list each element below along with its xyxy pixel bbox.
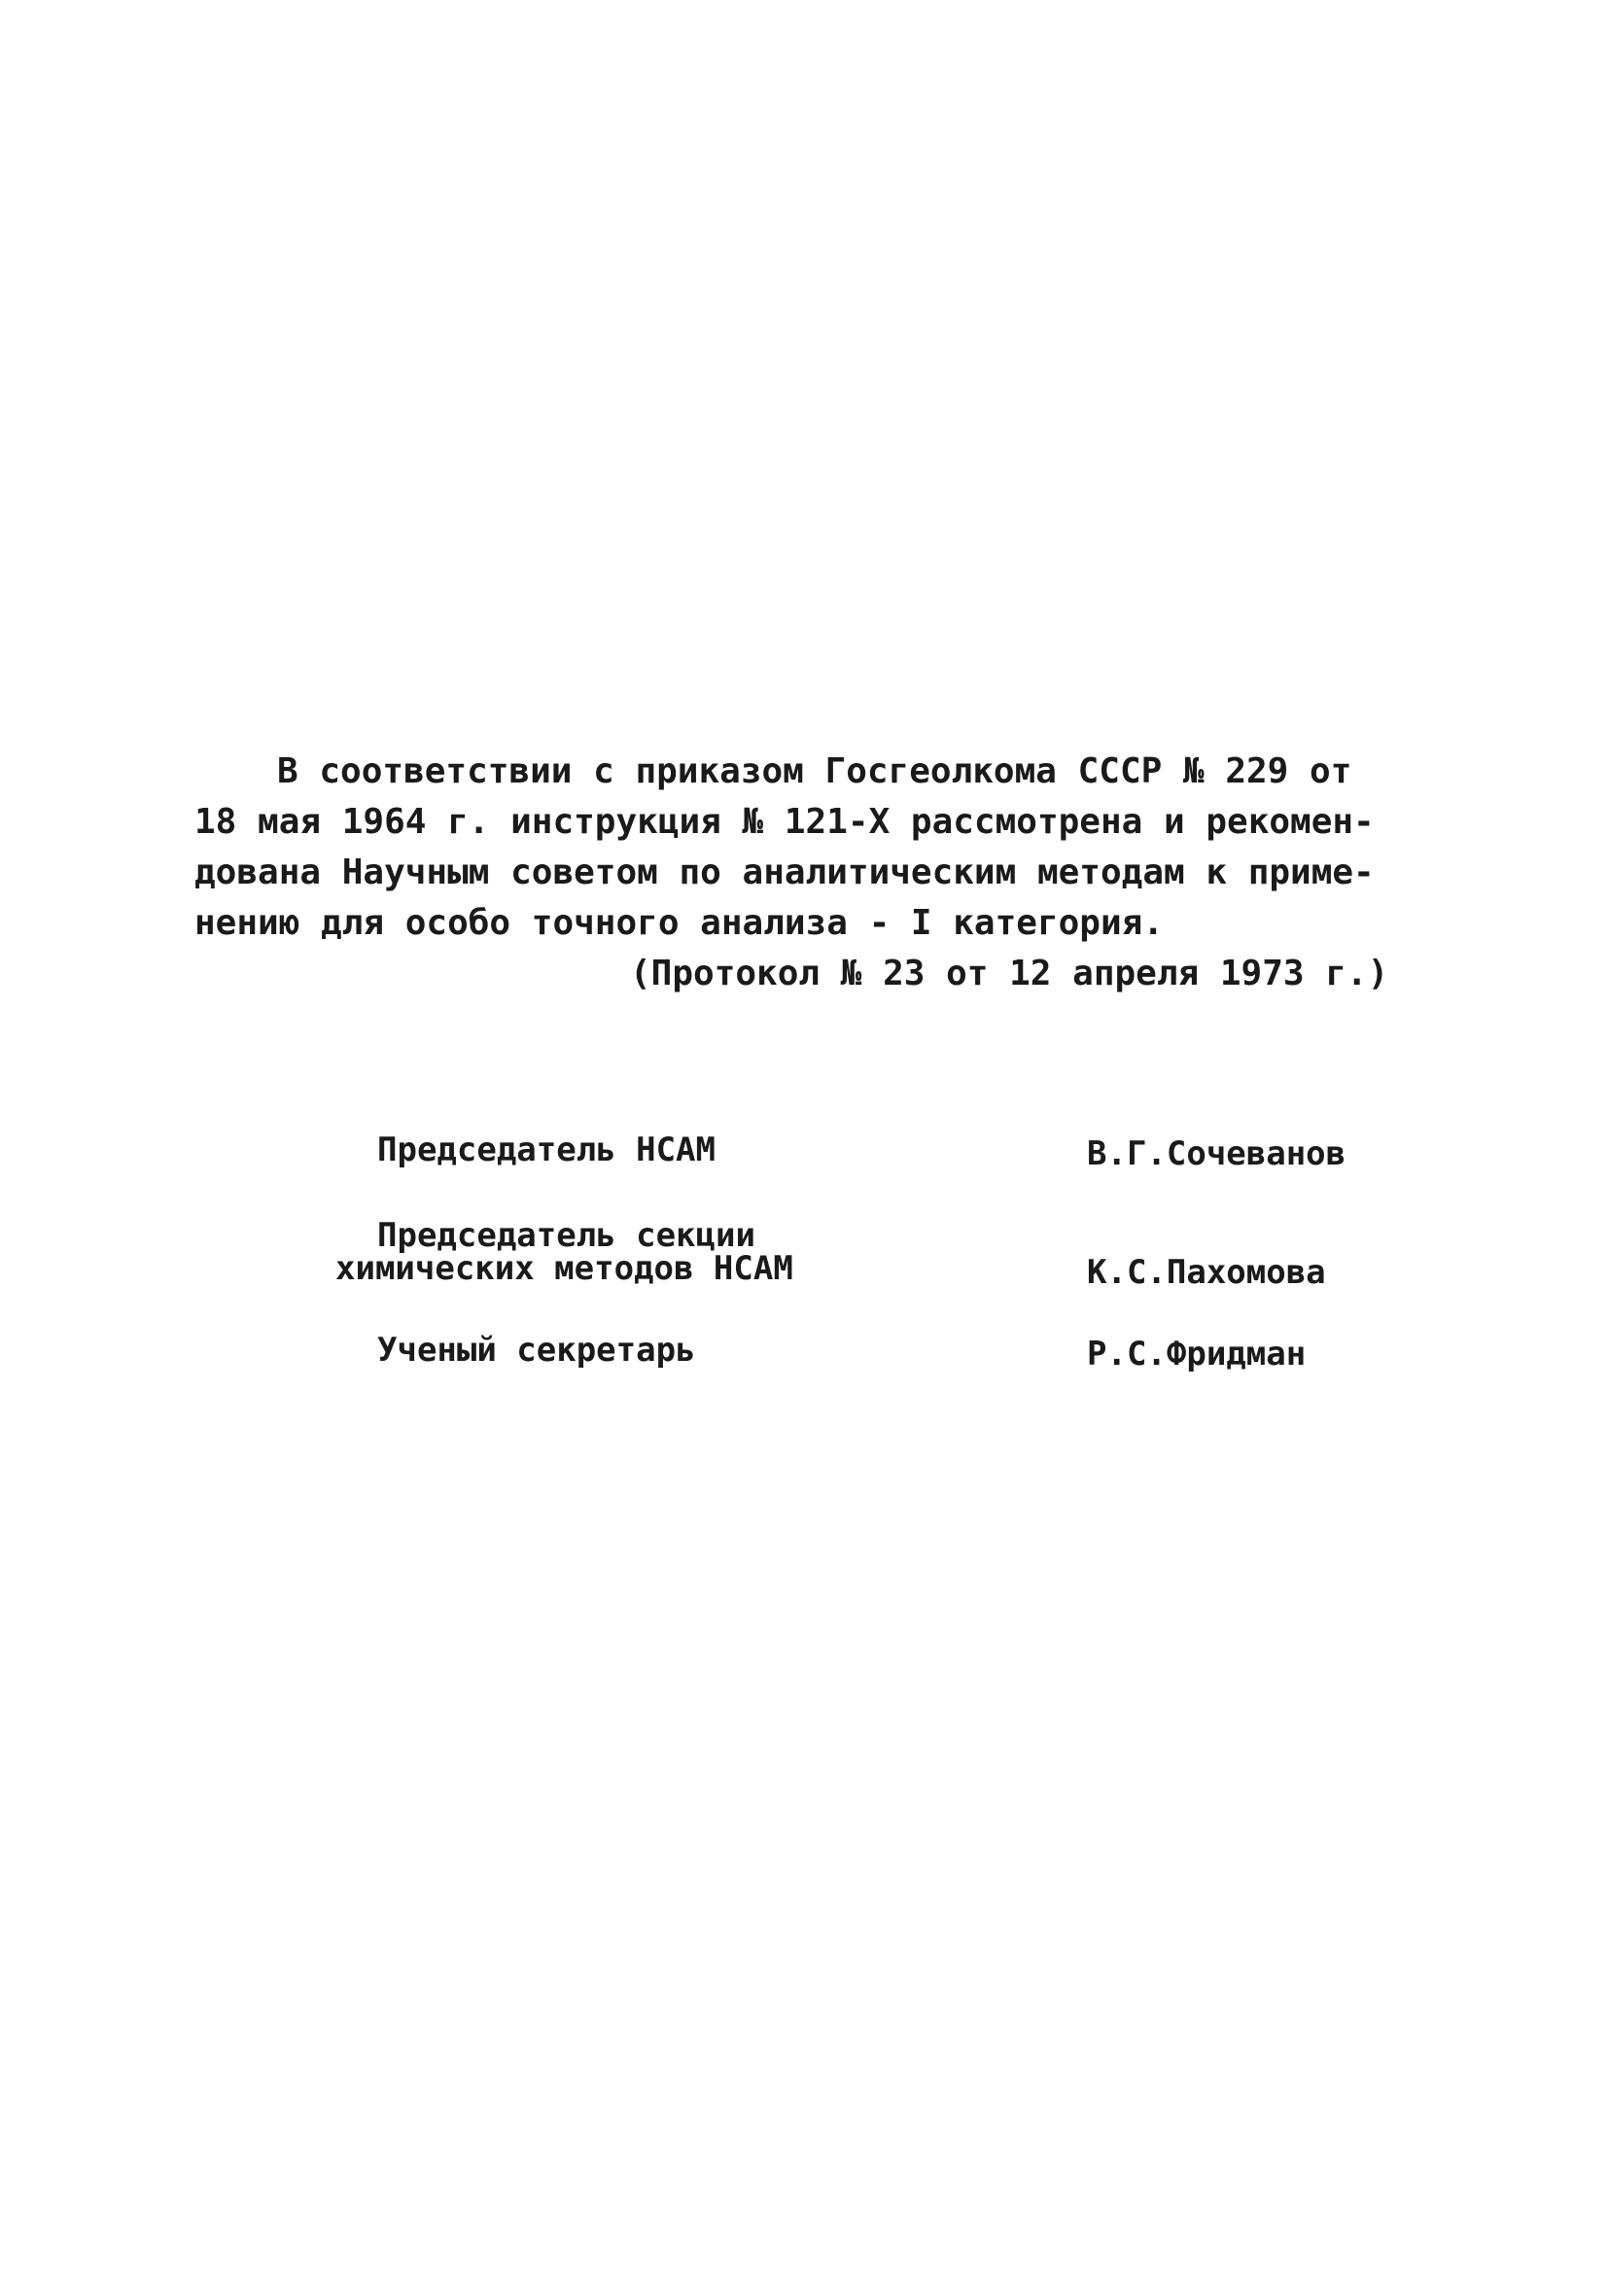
signatory-role-chairman: Председатель НСАМ	[377, 1131, 716, 1169]
paragraph-line-1: В соответствии с приказом Госгеолкома СССР № 229 от	[277, 751, 1352, 791]
signatory-name-chairman: В.Г.Сочеванов	[1087, 1134, 1346, 1173]
signatory-name-section-chair: К.С.Пахомова	[1087, 1253, 1326, 1292]
protocol-reference: (Протокол № 23 от 12 апреля 1973 г.)	[630, 954, 1389, 993]
paragraph-line-3: дована Научным советом по аналитическим методам к приме-	[194, 852, 1375, 892]
signatory-role-section-chair-line-1: Председатель секции	[377, 1216, 755, 1255]
signatory-name-secretary: Р.С.Фридман	[1087, 1335, 1307, 1374]
paragraph-line-2: 18 мая 1964 г. инструкция № 121-Х рассмотрена и рекомен-	[194, 802, 1375, 842]
signatory-role-section-chair-line-2: химических методов НСАМ	[335, 1249, 793, 1288]
signatory-role-secretary: Ученый секретарь	[377, 1331, 696, 1370]
paragraph-line-4: нению для особо точного анализа - I категория.	[194, 903, 1164, 943]
